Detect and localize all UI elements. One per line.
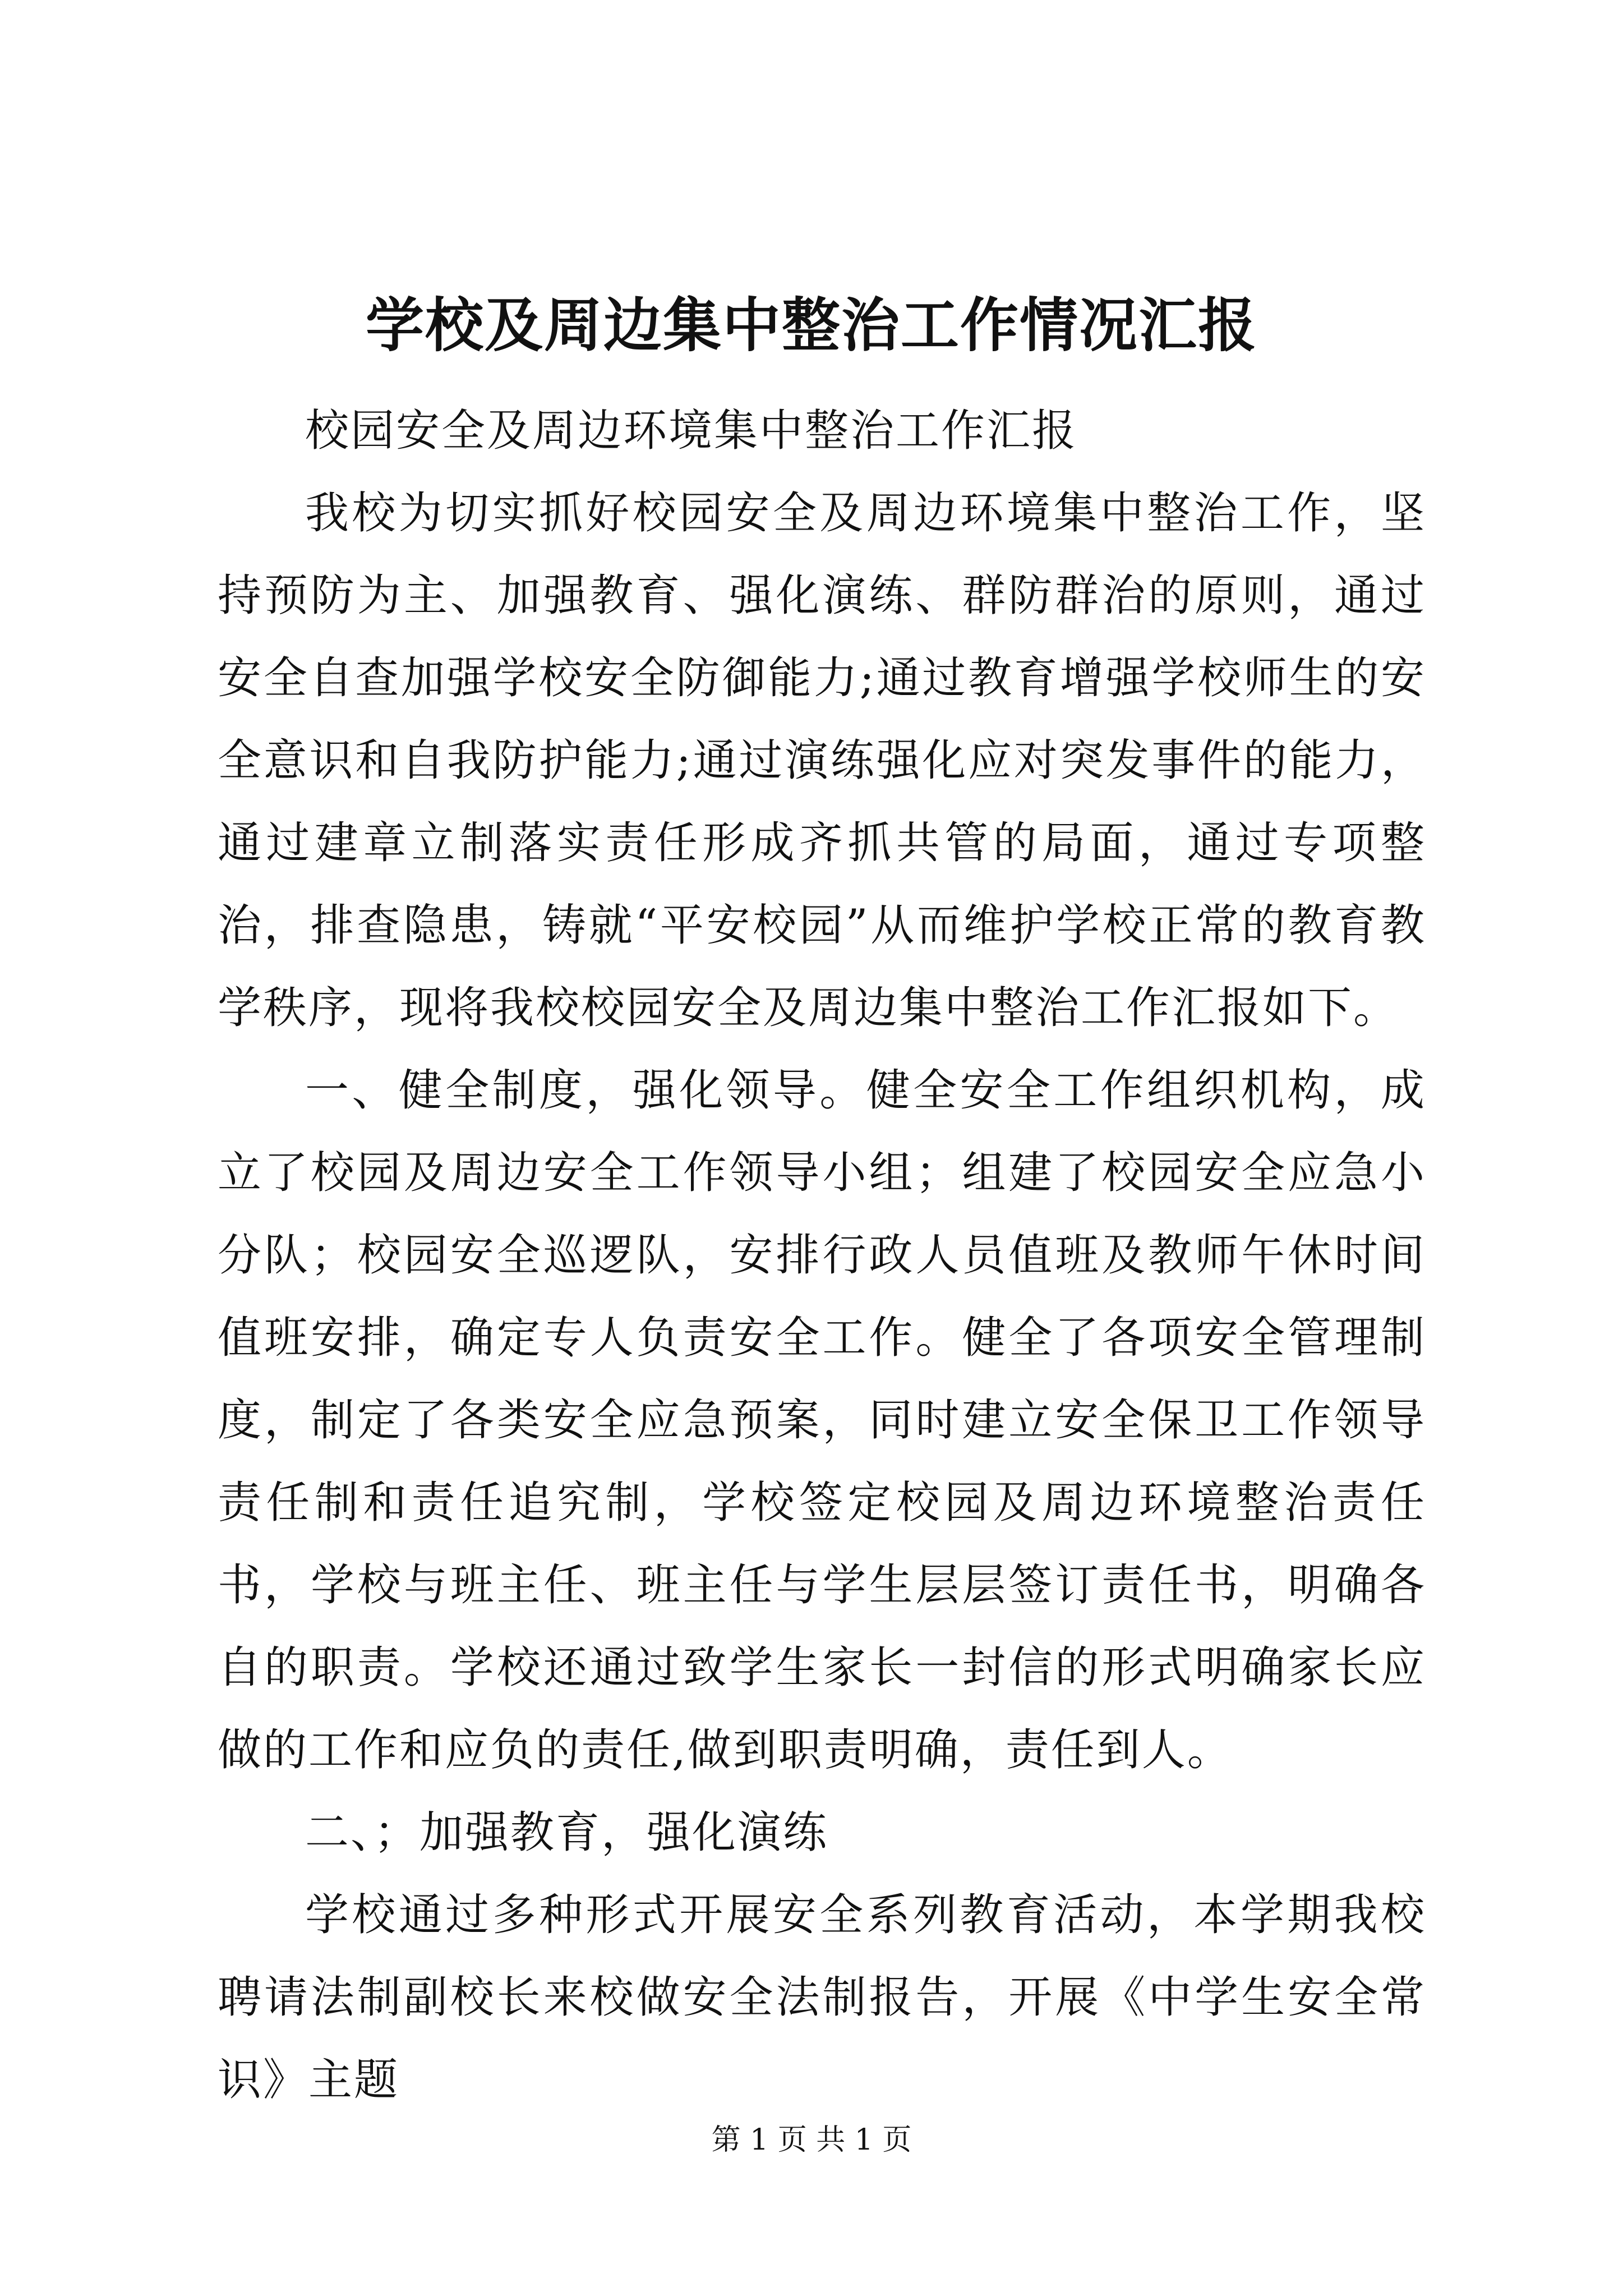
document-body xyxy=(218,390,1426,2122)
page-footer xyxy=(0,2120,1623,2160)
section-two-heading: 二、；加强教育，强化演练 xyxy=(305,1807,829,1858)
section-two-paragraph: 学校通过多种形式开展安全系列教育活动，本学期我校聘请法制副校长来校做安全法制报告，开展《中学生安全常识》主题 xyxy=(218,1890,1426,2105)
subtitle-paragraph: 校园安全及周边环境集中整治工作汇报 xyxy=(305,406,1078,456)
document-title: 学校及周边集中整治工作情况汇报 xyxy=(365,291,1257,360)
section-one-paragraph: 一、健全制度，强化领导。健全安全工作组织机构，成立了校园及周边安全工作领导小组；组建了校园安全应急小分队；校园安全巡逻队，安排行政人员值班及教师午休时间值班安排，确定专人负责安全工作。健全了各项安全管理制度，制定了各类安全应急预案，同时建立安全保卫工作领导责任制和责任追究制，学校签定校园及周边环境整治责任书，学校与班主任、班主任与学生层层签订责任书，明确各自的职责。学校还通过致学生家长一封信的形式明确家长应做的工作和应负的责任,做到职责明确，责任到人。 xyxy=(218,1065,1426,1775)
page-number: 第 1 页 共 1 页 xyxy=(711,2123,912,2157)
intro-paragraph: 我校为切实抓好校园安全及周边环境集中整治工作，坚持预防为主、加强教育、强化演练、群防群治的原则，通过安全自查加强学校安全防御能力;通过教育增强学校师生的安全意识和自我防护能力;通过演练强化应对突发事件的能力，通过建章立制落实责任形成齐抓共管的局面，通过专项整治，排查隐患，铸就“平安校园”从而维护学校正常的教育教学秩序，现将我校校园安全及周边集中整治工作汇报如下。 xyxy=(218,488,1426,1033)
